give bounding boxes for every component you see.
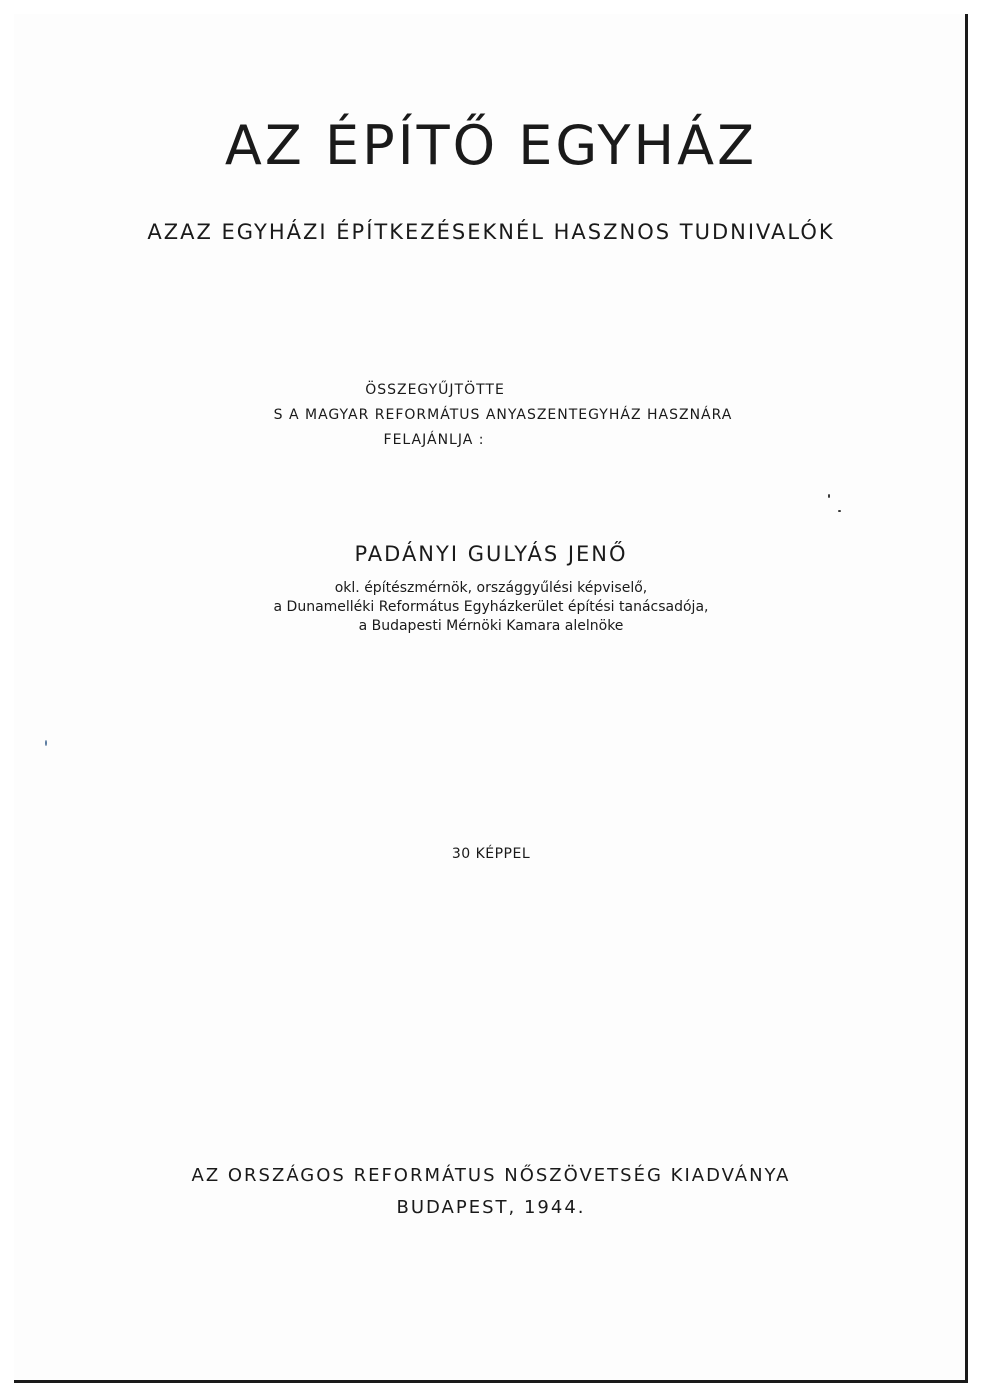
publication-place-year: BUDAPEST, 1944.: [396, 1197, 586, 1218]
dedication-line-3: FELAJÁNLJA :: [383, 432, 485, 448]
title-page: [14, 14, 968, 1383]
paper-speck: [45, 740, 47, 746]
author-name: PADÁNYI GULYÁS JENŐ: [354, 542, 628, 566]
dedication-block: [14, 378, 968, 453]
publisher-name: AZ ORSZÁGOS REFORMÁTUS NŐSZÖVETSÉG KIADVÁNYA: [191, 1165, 791, 1186]
credential-line-3: a Budapesti Mérnöki Kamara alelnöke: [358, 618, 624, 634]
author-credentials: [14, 579, 968, 636]
paper-speck: [838, 510, 841, 512]
dedication-line-1: ÖSSZEGYŰJTÖTTE: [365, 382, 505, 398]
book-title: AZ ÉPÍTŐ EGYHÁZ: [224, 114, 758, 177]
pictures-note: 30 KÉPPEL: [451, 846, 531, 862]
paper-speck: [828, 494, 830, 498]
publisher-block: [14, 1160, 968, 1224]
book-subtitle: AZAZ EGYHÁZI ÉPÍTKEZÉSEKNÉL HASZNOS TUDNIVALÓK: [147, 220, 835, 244]
credential-line-2: a Dunamelléki Református Egyházkerület építési tanácsadója,: [273, 599, 709, 615]
credential-line-1: okl. építészmérnök, országgyűlési képviselő,: [334, 580, 648, 596]
dedication-line-2: S A MAGYAR REFORMÁTUS ANYASZENTEGYHÁZ HASZNÁRA: [273, 407, 733, 423]
